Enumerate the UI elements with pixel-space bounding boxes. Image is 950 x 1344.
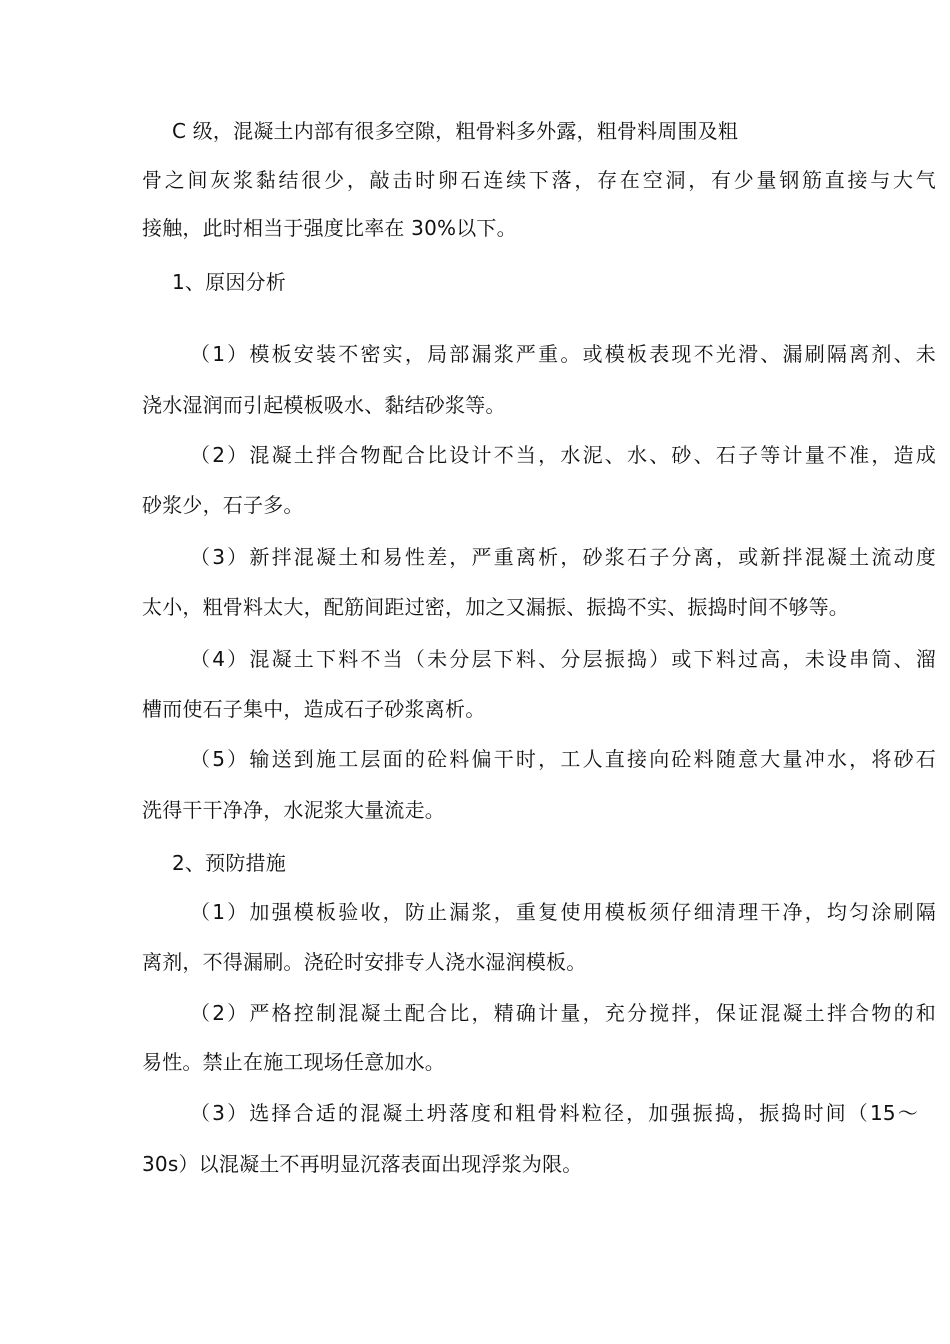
paragraph-line: （1）模板安装不密实，局部漏浆严重。或模板表现不光滑、漏刷隔离剂、未 (190, 342, 936, 366)
paragraph-line: 离剂，不得漏刷。浇砼时安排专人浇水湿润模板。 (142, 950, 587, 974)
paragraph-line: 易性。禁止在施工现场任意加水。 (142, 1050, 445, 1074)
section-heading: 1、原因分析 (172, 270, 286, 294)
paragraph-line: （2）严格控制混凝土配合比，精确计量，充分搅拌，保证混凝土拌合物的和 (190, 1001, 936, 1025)
paragraph-line: （4）混凝土下料不当（未分层下料、分层振捣）或下料过高，未设串筒、溜 (190, 647, 936, 671)
paragraph-line: 骨之间灰浆黏结很少，敲击时卵石连续下落，存在空洞，有少量钢筋直接与大气 (142, 168, 936, 192)
paragraph-line: （5）输送到施工层面的砼料偏干时，工人直接向砼料随意大量冲水，将砂石 (190, 747, 936, 771)
paragraph-line: （2）混凝土拌合物配合比设计不当，水泥、水、砂、石子等计量不准，造成 (190, 443, 936, 467)
section-heading: 2、预防措施 (172, 851, 286, 875)
paragraph-line: 洗得干干净净，水泥浆大量流走。 (142, 798, 445, 822)
paragraph-line: 槽而使石子集中，造成石子砂浆离析。 (142, 697, 486, 721)
paragraph-line: 砂浆少，石子多。 (142, 493, 304, 517)
paragraph-line: （3）新拌混凝土和易性差，严重离析，砂浆石子分离，或新拌混凝土流动度 (190, 545, 936, 569)
paragraph-line: 浇水湿润而引起模板吸水、黏结砂浆等。 (142, 393, 506, 417)
paragraph-line: （1）加强模板验收，防止漏浆，重复使用模板须仔细清理干净，均匀涂刷隔 (190, 900, 936, 924)
paragraph-line: 30s）以混凝土不再明显沉落表面出现浮浆为限。 (142, 1152, 583, 1176)
paragraph-line: C 级，混凝土内部有很多空隙，粗骨料多外露，粗骨料周围及粗 (172, 119, 739, 143)
paragraph-line: 太小，粗骨料太大，配筋间距过密，加之又漏振、振捣不实、振捣时间不够等。 (142, 595, 849, 619)
paragraph-line: 接触，此时相当于强度比率在 30%以下。 (142, 216, 517, 240)
paragraph-line: （3）选择合适的混凝土坍落度和粗骨料粒径，加强振捣，振捣时间（15～ (190, 1101, 918, 1125)
